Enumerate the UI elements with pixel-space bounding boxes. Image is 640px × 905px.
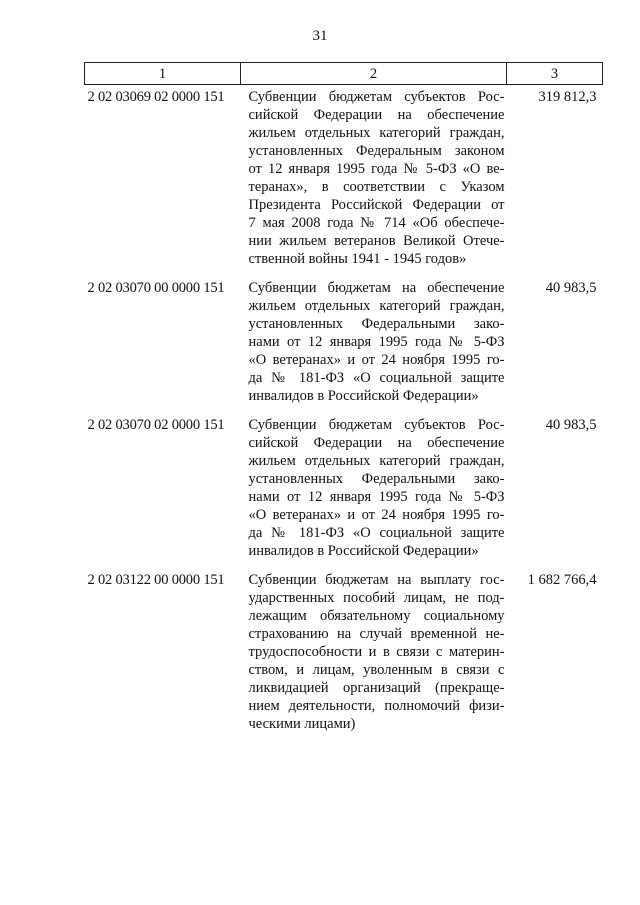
column-header-3: 3 bbox=[507, 63, 603, 85]
description-line: 7 мая 2008 года № 714 «Об обеспече- bbox=[248, 215, 505, 231]
amount-cell: 40 983,5 bbox=[545, 417, 597, 433]
table-row bbox=[85, 568, 603, 741]
table-body bbox=[85, 85, 603, 742]
description-line: нами от 12 января 1995 года № 5-ФЗ bbox=[248, 334, 505, 350]
table-row bbox=[85, 85, 603, 277]
table-row bbox=[85, 413, 603, 568]
description-line: ликвидацией организаций (прекраще- bbox=[248, 680, 505, 696]
table-row bbox=[85, 276, 603, 413]
description-line: Президента Российской Федерации от bbox=[248, 197, 505, 213]
amount-cell: 1 682 766,4 bbox=[527, 572, 597, 588]
page-number: 31 bbox=[312, 28, 328, 44]
description-line: нием деятельности, полномочий физи- bbox=[248, 698, 505, 714]
description-line: от 12 января 1995 года № 5-ФЗ «О ве- bbox=[248, 161, 505, 177]
description-cell bbox=[241, 568, 507, 741]
description-cell bbox=[241, 413, 507, 568]
description-line: ством, и лицам, уволенным в связи с bbox=[248, 662, 505, 678]
description-line: «О ветеранах» и от 24 ноября 1995 го- bbox=[248, 507, 505, 523]
description-line: ческими лицами) bbox=[248, 716, 356, 732]
description-line: Субвенции бюджетам на выплату гос- bbox=[248, 572, 505, 588]
description-line: жильем отдельных категорий граждан, bbox=[248, 453, 505, 469]
budget-code-cell: 2 02 03122 00 0000 151 bbox=[87, 572, 225, 588]
description-line: ственной войны 1941 - 1945 годов» bbox=[248, 251, 467, 267]
description-line: да № 181-ФЗ «О социальной защите bbox=[248, 525, 505, 541]
amount-cell: 319 812,3 bbox=[538, 89, 597, 105]
description-line: установленных Федеральными зако- bbox=[248, 316, 505, 332]
description-line: да № 181-ФЗ «О социальной защите bbox=[248, 370, 505, 386]
description-line: инвалидов в Российской Федерации» bbox=[248, 543, 479, 559]
description-line: Субвенции бюджетам на обеспечение bbox=[248, 280, 505, 296]
description-line: жильем отдельных категорий граждан, bbox=[248, 125, 505, 141]
description-line: страхованию на случай временной не- bbox=[248, 626, 505, 642]
description-cell bbox=[241, 85, 507, 277]
description-line: лежащим обязательному социальному bbox=[248, 608, 505, 624]
description-line: Субвенции бюджетам субъектов Рос- bbox=[248, 417, 505, 433]
description-line: установленных Федеральным законом bbox=[248, 143, 505, 159]
description-line: ударственных пособий лицам, не под- bbox=[248, 590, 505, 606]
column-header-2: 2 bbox=[241, 63, 507, 85]
description-line: сийской Федерации на обеспечение bbox=[248, 107, 505, 123]
column-header-1: 1 bbox=[85, 63, 241, 85]
description-line: нами от 12 января 1995 года № 5-ФЗ bbox=[248, 489, 505, 505]
description-cell bbox=[241, 276, 507, 413]
header-row bbox=[85, 63, 603, 85]
description-line: инвалидов в Российской Федерации» bbox=[248, 388, 479, 404]
table-header bbox=[85, 63, 603, 85]
description-line: «О ветеранах» и от 24 ноября 1995 го- bbox=[248, 352, 505, 368]
budget-code-cell: 2 02 03069 02 0000 151 bbox=[87, 89, 225, 105]
budget-code-cell: 2 02 03070 02 0000 151 bbox=[87, 417, 225, 433]
description-line: сийской Федерации на обеспечение bbox=[248, 435, 505, 451]
budget-code-cell: 2 02 03070 00 0000 151 bbox=[87, 280, 225, 296]
description-line: нии жильем ветеранов Великой Отече- bbox=[248, 233, 505, 249]
description-line: Субвенции бюджетам субъектов Рос- bbox=[248, 89, 505, 105]
description-line: жильем отдельных категорий граждан, bbox=[248, 298, 505, 314]
amount-cell: 40 983,5 bbox=[545, 280, 597, 296]
description-line: трудоспособности и в связи с материн- bbox=[248, 644, 505, 660]
description-line: установленных Федеральными зако- bbox=[248, 471, 505, 487]
budget-table bbox=[84, 62, 603, 741]
description-line: теранах», в соответствии с Указом bbox=[248, 179, 505, 195]
